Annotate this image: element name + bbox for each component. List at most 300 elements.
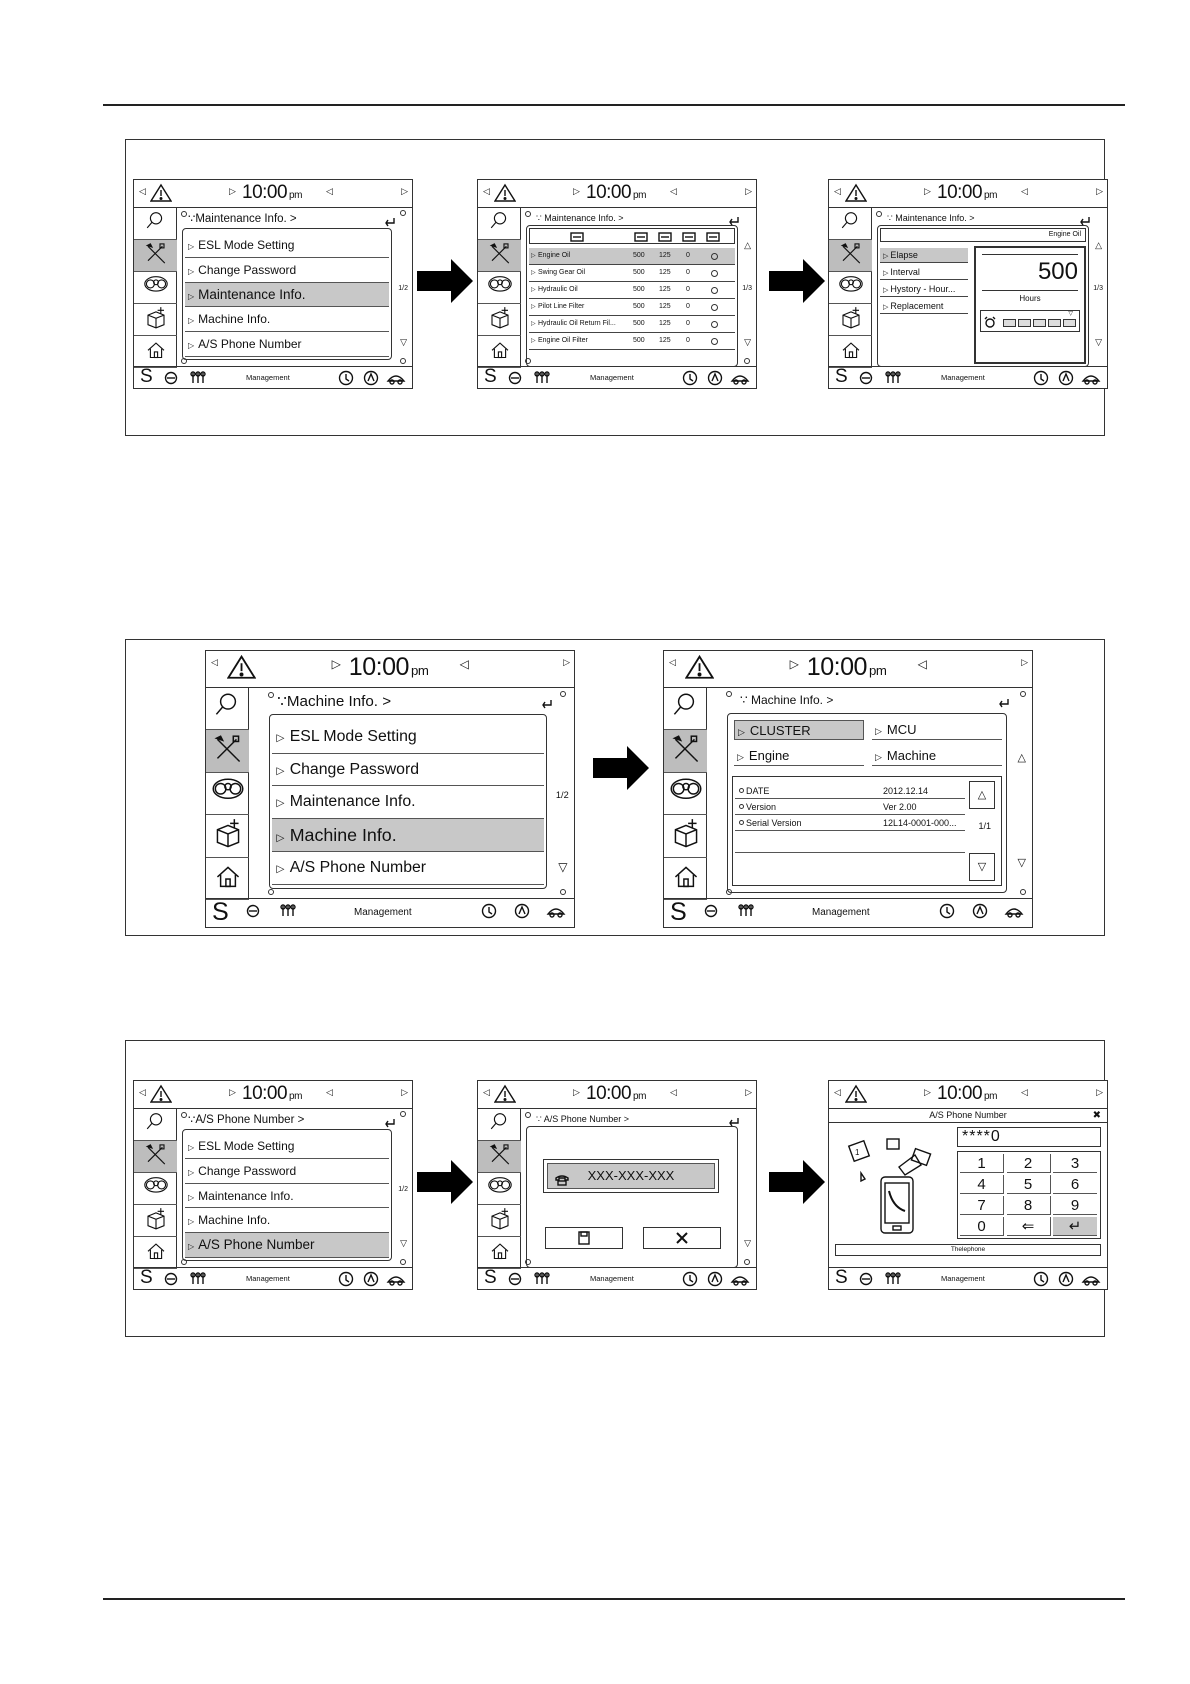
left-triangle-icon[interactable]: ◁ [139, 186, 146, 196]
bullet-icon [739, 788, 744, 793]
detail-title-bar [880, 228, 1086, 242]
bottom-bar [664, 898, 1032, 927]
keypad-key-label: ↵ [1068, 1218, 1082, 1235]
pedal-icon [885, 1271, 901, 1290]
bullet-icon [739, 804, 744, 809]
clock-time: 10:00 [242, 1083, 288, 1104]
keypad-key-label: 9 [1070, 1197, 1080, 1214]
table-row[interactable] [529, 282, 735, 299]
hour-gauge [980, 310, 1080, 332]
menu-item[interactable] [185, 233, 389, 258]
scroll-down-icon[interactable]: ▽ [558, 860, 568, 875]
value-rule [982, 254, 1078, 255]
menu-item-label: Change Password [198, 1163, 297, 1178]
info-value: Ver 2.00 [883, 802, 917, 812]
gauge-marker-icon: ▽ [1068, 311, 1073, 317]
warning-icon [494, 183, 516, 208]
left-triangle-icon[interactable]: ◁ [483, 1087, 490, 1097]
search-icon [211, 690, 245, 727]
cruise-icon [164, 371, 178, 389]
work-mode-icon [1058, 370, 1074, 389]
breadcrumb-title: ∵Maintenance Info. > [188, 213, 297, 225]
scroll-down-icon[interactable]: ▽ [400, 1238, 407, 1248]
warning-icon [845, 183, 867, 208]
menu-item[interactable] [272, 721, 544, 754]
row-name: Swing Gear Oil [538, 269, 586, 276]
corner-dot [876, 211, 882, 217]
footer-mode-label: Management [941, 373, 985, 382]
info-row [735, 799, 965, 815]
menu-item[interactable] [185, 1184, 389, 1209]
keypad-label: Thelephone [950, 1246, 986, 1253]
detail-menu-item[interactable] [880, 248, 968, 263]
menu-item[interactable] [272, 852, 544, 885]
sidebar-home-button[interactable] [478, 336, 521, 368]
home-icon [838, 338, 864, 366]
scroll-down-icon[interactable]: ▽ [744, 337, 751, 347]
value-rule [982, 290, 1078, 291]
play-arrow-icon: ▷ [276, 764, 285, 777]
right-triangle-icon[interactable]: ▷ [563, 657, 570, 667]
keypad-key[interactable] [960, 1217, 1004, 1236]
footer-mode-label: Management [590, 1274, 634, 1283]
travel-icon [386, 371, 406, 389]
gauge-icon [143, 1175, 169, 1203]
box-icon [143, 306, 169, 334]
info-tab[interactable] [734, 720, 864, 740]
info-value: 2012.12.14 [883, 786, 929, 796]
time-right-triangle-icon: ◁ [326, 1087, 333, 1097]
keypad-title-bar [829, 1109, 1107, 1123]
bottom-bar [134, 1267, 412, 1289]
clock-time: 10:00 [586, 1083, 632, 1104]
phone-number-frame [543, 1159, 719, 1193]
page-indicator: 1/2 [398, 1186, 408, 1193]
info-scroll-down-button[interactable]: ▽ [969, 853, 995, 881]
row-elapse: 125 [659, 286, 671, 293]
left-triangle-icon[interactable]: ◁ [139, 1087, 146, 1097]
row-count: 0 [686, 337, 690, 344]
screen-maintenance-menu [133, 179, 413, 389]
home-icon [211, 860, 245, 897]
sidebar-gauge-button[interactable] [206, 773, 249, 815]
bullet-icon [739, 820, 744, 825]
right-triangle-icon[interactable]: ▷ [401, 186, 408, 196]
work-mode-icon [972, 903, 988, 924]
keypad-key[interactable] [1007, 1154, 1051, 1173]
gauge-segment [1018, 319, 1031, 327]
tab-label: Engine [748, 748, 790, 763]
menu-item-label: A/S Phone Number [289, 859, 427, 877]
top-rule [103, 104, 1125, 106]
scroll-up-icon[interactable]: △ [744, 240, 751, 250]
search-icon [487, 1111, 513, 1139]
play-arrow-icon: ▷ [531, 287, 536, 293]
detail-menu-label: Hystory - Hour... [890, 284, 956, 294]
left-triangle-icon[interactable]: ◁ [483, 186, 490, 196]
box-icon [487, 306, 513, 334]
sidebar-gauge-button[interactable] [664, 773, 707, 815]
warning-icon [150, 1084, 172, 1109]
corner-dot [560, 691, 566, 697]
screen-as-menu [133, 1080, 413, 1290]
sidebar-box-button[interactable] [664, 815, 707, 857]
keypad-key[interactable] [960, 1196, 1004, 1215]
clock-ampm: pm [633, 1091, 646, 1102]
keypad-key[interactable] [1007, 1217, 1051, 1236]
menu-item-label: ESL Mode Setting [198, 238, 295, 252]
menu-item-label: A/S Phone Number [198, 1237, 315, 1253]
close-icon[interactable]: ✖ [1092, 1110, 1101, 1121]
close-icon [675, 1232, 689, 1249]
keypad-key[interactable] [1053, 1217, 1097, 1236]
clock-ampm: pm [984, 190, 997, 201]
status-bar [478, 180, 756, 208]
right-triangle-icon[interactable]: ▷ [745, 1087, 752, 1097]
corner-dot [560, 889, 566, 895]
row-interval: 500 [633, 320, 645, 327]
status-bar [134, 180, 412, 208]
left-triangle-icon[interactable]: ◁ [669, 657, 676, 667]
menu-item[interactable] [185, 1134, 389, 1159]
right-triangle-icon[interactable]: ▷ [1096, 186, 1103, 196]
right-triangle-icon[interactable]: ▷ [1021, 657, 1028, 667]
footer-mode-label: Management [246, 1274, 290, 1283]
sidebar-search-button[interactable] [134, 1109, 177, 1141]
cruise-icon [859, 1272, 873, 1290]
travel-icon [1081, 371, 1101, 389]
clock [937, 182, 997, 204]
clock [586, 1083, 646, 1105]
flow-arrow [593, 746, 649, 790]
sidebar-home-button[interactable] [478, 1237, 521, 1269]
sidebar-tools-button[interactable] [829, 240, 872, 272]
save-button[interactable] [545, 1227, 623, 1249]
corner-dot [1020, 691, 1026, 697]
clock [586, 182, 646, 204]
corner-dot [400, 358, 406, 364]
menu-item[interactable] [185, 307, 389, 332]
engine-speed-icon [1033, 1271, 1049, 1290]
row-count: 0 [686, 252, 690, 259]
play-arrow-icon: ▷ [883, 304, 889, 311]
play-arrow-icon: ▷ [875, 726, 882, 736]
info-page: 1/1 [978, 821, 991, 831]
work-mode-icon [1058, 1271, 1074, 1290]
back-icon [541, 696, 553, 714]
sidebar-box-button[interactable] [206, 815, 249, 857]
clock-time: 10:00 [586, 182, 632, 203]
gauge-icon [487, 1175, 513, 1203]
info-tab[interactable] [872, 720, 1002, 740]
phone-illustration-icon [841, 1133, 941, 1248]
clock-time: 10:00 [937, 182, 983, 203]
menu-item[interactable] [272, 754, 544, 787]
menu-item[interactable] [185, 1159, 389, 1184]
play-arrow-icon: ▷ [737, 752, 744, 762]
time-left-triangle-icon: ▷ [789, 657, 799, 671]
detail-menu-item[interactable] [880, 299, 968, 314]
play-arrow-icon: ▷ [875, 752, 882, 762]
time-left-triangle-icon: ▷ [924, 1087, 931, 1097]
sidebar [134, 208, 177, 366]
keypad-display-value: ****0 [962, 1128, 1001, 1145]
sidebar-box-button[interactable] [829, 304, 872, 336]
flow-arrow [769, 1160, 825, 1204]
work-mode-icon [707, 370, 723, 389]
screen-as-keypad [828, 1080, 1108, 1290]
page-indicator: 1/2 [398, 285, 408, 292]
settings-menu [182, 1129, 392, 1261]
play-arrow-icon: ▷ [738, 727, 745, 737]
sidebar-search-button[interactable] [664, 688, 707, 730]
scroll-down-icon[interactable]: ▽ [744, 1238, 751, 1248]
cruise-icon [859, 371, 873, 389]
detail-menu-label: Replacement [890, 301, 944, 311]
detail-menu-item[interactable] [880, 282, 968, 297]
phone-number-field [547, 1163, 715, 1189]
sidebar-tools-button[interactable] [134, 1141, 177, 1173]
clock-time: 10:00 [806, 653, 868, 681]
tools-icon [143, 1143, 169, 1171]
menu-item[interactable] [185, 332, 389, 357]
tab-label: CLUSTER [749, 723, 811, 738]
cruise-icon [246, 904, 260, 923]
gauge-icon [669, 775, 703, 812]
row-elapse: 125 [659, 337, 671, 344]
menu-item[interactable] [272, 819, 544, 852]
keypad-display [957, 1127, 1101, 1147]
clock-ampm: pm [984, 1091, 997, 1102]
corner-dot [525, 1259, 531, 1265]
maintenance-table [526, 225, 738, 367]
search-icon [838, 210, 864, 238]
cruise-icon [508, 1272, 522, 1290]
play-arrow-icon: ▷ [276, 797, 285, 810]
time-right-triangle-icon: ◁ [670, 186, 677, 196]
keypad-key[interactable] [960, 1175, 1004, 1194]
sidebar-tools-button[interactable] [664, 730, 707, 772]
corner-dot [400, 1259, 406, 1265]
right-triangle-icon[interactable]: ▷ [1096, 1087, 1103, 1097]
sidebar-tools-button[interactable] [134, 240, 177, 272]
sidebar [134, 1109, 177, 1267]
sidebar-box-button[interactable] [478, 304, 521, 336]
table-row[interactable] [529, 333, 735, 350]
figure-machine-info [125, 639, 1105, 936]
clock-ampm: pm [289, 1091, 302, 1102]
sidebar-home-button[interactable] [829, 336, 872, 368]
phone-number-value: XXX-XXX-XXX [587, 1168, 675, 1183]
corner-dot [726, 691, 732, 697]
gauge-icon [211, 775, 245, 812]
corner-dot [400, 210, 406, 216]
list-icon [570, 230, 584, 248]
pedal-icon [738, 903, 754, 924]
table-header [529, 228, 735, 244]
status-bar [134, 1081, 412, 1109]
scroll-down-icon[interactable]: ▽ [400, 337, 407, 347]
menu-item-label: Change Password [198, 262, 297, 277]
pedal-icon [190, 370, 206, 389]
info-label: DATE [746, 786, 770, 796]
sidebar [206, 688, 249, 898]
scroll-down-icon[interactable]: ▽ [1017, 857, 1026, 869]
search-icon [143, 1111, 169, 1139]
screen-machine-info [663, 650, 1033, 928]
sidebar-tools-button[interactable] [206, 730, 249, 772]
row-elapse: 125 [659, 320, 671, 327]
keypad-key[interactable] [960, 1154, 1004, 1173]
menu-item-label: Maintenance Info. [198, 286, 306, 302]
page-indicator: 1/3 [742, 285, 752, 292]
table-row[interactable] [529, 248, 735, 265]
info-box [732, 776, 1002, 886]
home-icon [669, 860, 703, 897]
sidebar-home-button[interactable] [664, 858, 707, 900]
sidebar-home-button[interactable] [134, 336, 177, 368]
sidebar-gauge-button[interactable] [134, 272, 177, 304]
keypad-key-label: ⇐ [1021, 1218, 1035, 1235]
left-triangle-icon[interactable]: ◁ [211, 657, 218, 667]
tab-label: MCU [886, 722, 917, 737]
info-tab[interactable] [872, 746, 1002, 766]
status-circle-icon [711, 304, 718, 311]
table-row[interactable] [529, 316, 735, 333]
status-circle-icon [711, 321, 718, 328]
left-triangle-icon[interactable]: ◁ [834, 186, 841, 196]
value-panel [974, 246, 1086, 364]
table-row[interactable] [529, 265, 735, 282]
info-scroll-up-button[interactable]: △ [969, 781, 995, 809]
sidebar [829, 208, 872, 366]
time-right-triangle-icon: ◁ [459, 657, 469, 671]
right-triangle-icon[interactable]: ▷ [745, 186, 752, 196]
s-mode-indicator: S [835, 1267, 848, 1288]
corner-dot [744, 358, 750, 364]
detail-menu-label: Elapse [890, 250, 918, 260]
box-icon [487, 1207, 513, 1235]
engine-speed-icon [682, 370, 698, 389]
clock-ampm: pm [411, 663, 429, 678]
info-value: 12L14-0001-000... [883, 818, 957, 828]
sidebar-search-button[interactable] [478, 208, 521, 240]
menu-item[interactable] [185, 1208, 389, 1233]
scroll-up-icon[interactable]: △ [1017, 752, 1026, 764]
gauge-icon [838, 274, 864, 302]
sidebar-gauge-button[interactable] [478, 272, 521, 304]
pedal-icon [190, 1271, 206, 1290]
sidebar-tools-button[interactable] [478, 240, 521, 272]
save-icon [578, 1232, 590, 1249]
pedal-icon [885, 370, 901, 389]
row-name: Engine Oil [538, 252, 571, 259]
menu-item[interactable] [185, 258, 389, 283]
sidebar-search-button[interactable] [134, 208, 177, 240]
keypad-key[interactable] [1053, 1196, 1097, 1215]
s-mode-indicator: S [212, 897, 229, 926]
keypad-key[interactable] [1007, 1196, 1051, 1215]
sidebar-box-button[interactable] [134, 304, 177, 336]
sidebar-search-button[interactable] [206, 688, 249, 730]
sidebar-search-button[interactable] [478, 1109, 521, 1141]
warning-icon [845, 1084, 867, 1109]
row-elapse: 125 [659, 269, 671, 276]
keypad-key[interactable] [1053, 1154, 1097, 1173]
travel-icon [386, 1272, 406, 1290]
status-circle-icon [711, 338, 718, 345]
engine-speed-icon [338, 370, 354, 389]
row-name: Pilot Line Filter [538, 303, 585, 310]
play-arrow-icon: ▷ [531, 321, 536, 327]
detail-menu-item[interactable] [880, 265, 968, 280]
time-left-triangle-icon: ▷ [229, 186, 236, 196]
row-count: 0 [686, 303, 690, 310]
keypad-key-label: 3 [1070, 1155, 1080, 1172]
sidebar-gauge-button[interactable] [829, 272, 872, 304]
menu-item-label: Maintenance Info. [289, 793, 416, 811]
play-arrow-icon: ▷ [276, 863, 285, 876]
sidebar-box-button[interactable] [478, 1205, 521, 1237]
info-label: Serial Version [746, 818, 802, 828]
info-label: Version [746, 802, 777, 812]
box-icon [838, 306, 864, 334]
play-arrow-icon: ▷ [188, 291, 195, 301]
alarm-icon [706, 230, 720, 248]
menu-item-label: Machine Info. [198, 1213, 271, 1228]
scroll-up-icon[interactable]: △ [1095, 240, 1102, 250]
sidebar-home-button[interactable] [134, 1237, 177, 1269]
breadcrumb-title: ∵ Maintenance Info. > [887, 213, 975, 223]
oil-change-icon [634, 230, 648, 248]
sidebar-box-button[interactable] [134, 1205, 177, 1237]
sidebar-search-button[interactable] [829, 208, 872, 240]
left-triangle-icon[interactable]: ◁ [834, 1087, 841, 1097]
warning-icon [494, 1084, 516, 1109]
bottom-bar [478, 1267, 756, 1289]
sidebar-gauge-button[interactable] [134, 1173, 177, 1205]
keypad-key[interactable] [1007, 1175, 1051, 1194]
sidebar-gauge-button[interactable] [478, 1173, 521, 1205]
bottom-bar [829, 1267, 1107, 1289]
sidebar-tools-button[interactable] [478, 1141, 521, 1173]
s-mode-indicator: S [484, 1267, 497, 1288]
menu-item[interactable] [272, 786, 544, 819]
row-interval: 500 [633, 252, 645, 259]
sidebar-home-button[interactable] [206, 858, 249, 900]
info-tab[interactable] [734, 746, 864, 766]
play-arrow-icon: ▷ [531, 338, 536, 344]
tools-icon [143, 242, 169, 270]
play-arrow-icon: ▷ [531, 304, 536, 310]
menu-item[interactable] [185, 1233, 389, 1258]
keypad-key[interactable] [1053, 1175, 1097, 1194]
breadcrumb-title: ∵Machine Info. > [277, 692, 392, 710]
row-interval: 500 [633, 337, 645, 344]
phone-panel [526, 1126, 738, 1268]
clock [242, 1083, 302, 1105]
cancel-button[interactable] [643, 1227, 721, 1249]
menu-item[interactable] [185, 283, 389, 308]
page-indicator: 1/3 [1093, 285, 1103, 292]
flow-arrow [417, 259, 473, 303]
table-row[interactable] [529, 299, 735, 316]
scroll-down-icon[interactable]: ▽ [1095, 337, 1102, 347]
right-triangle-icon[interactable]: ▷ [401, 1087, 408, 1097]
bottom-bar [829, 366, 1107, 388]
detail-title: Engine Oil [1048, 231, 1081, 238]
row-name: Engine Oil Filter [538, 337, 588, 344]
